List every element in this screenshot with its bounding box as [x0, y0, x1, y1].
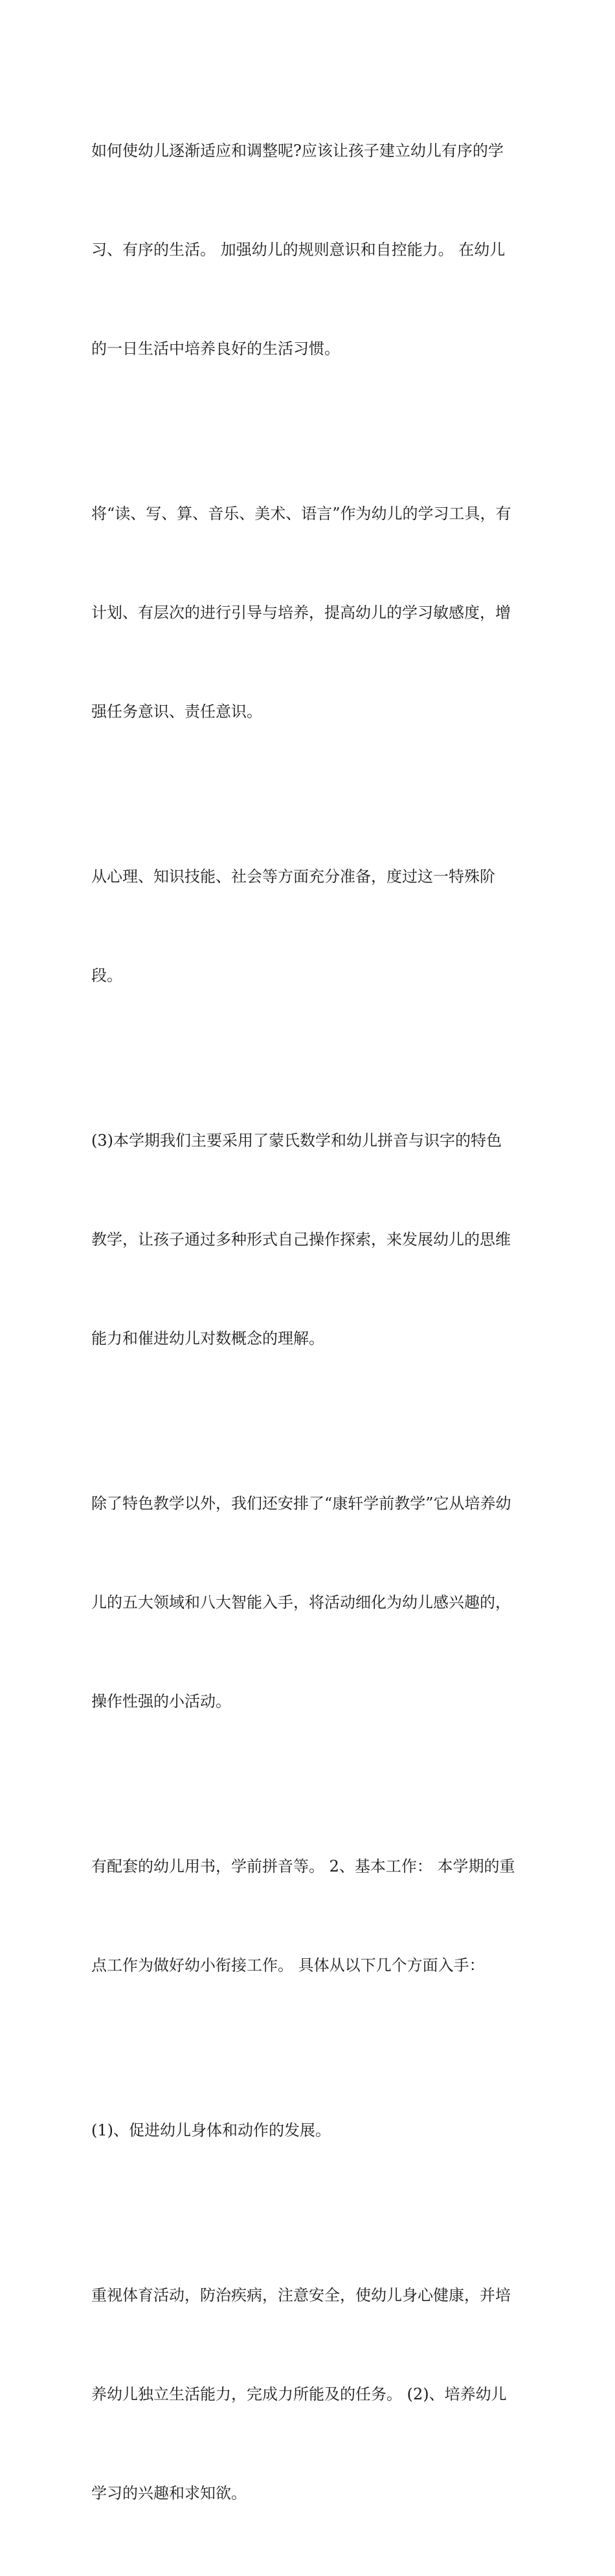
text-line: 学习的兴趣和求知欲。	[91, 2484, 247, 2502]
text-line: 养幼儿独立生活能力，完成力所能及的任务。 (2)、培养幼儿	[91, 2385, 507, 2403]
text-line: 有配套的幼儿用书，学前拼音等。 2、基本工作： 本学期的重	[91, 1857, 515, 1875]
paragraph-3	[91, 794, 528, 1058]
paragraph-6	[91, 1784, 528, 2048]
text-line: 段。	[91, 966, 122, 985]
paragraph-1	[91, 69, 528, 431]
paragraph-4	[91, 1058, 528, 1421]
text-line: 能力和催进幼儿对数概念的理解。	[91, 1329, 324, 1348]
text-line: 习、有序的生活。 加强幼儿的规则意识和自控能力。 在幼儿	[91, 241, 506, 259]
text-line: 教学，让孩子通过多种形式自己操作探索，来发展幼儿的思维	[91, 1230, 511, 1249]
text-line: 点工作为做好幼小衔接工作。 具体从以下几个方面入手：	[91, 1956, 485, 1974]
text-line: 操作性强的小活动。	[91, 1692, 231, 1710]
document-body	[91, 69, 528, 2576]
text-line: 儿的五大领域和八大智能入手，将活动细化为幼儿感兴趣的，	[91, 1593, 511, 1611]
paragraph-2	[91, 431, 528, 794]
text-line: 重视体育活动，防治疾病，注意安全，使幼儿身心健康，并培	[91, 2286, 511, 2304]
text-line: 的一日生活中培养良好的生活习惯。	[91, 340, 340, 358]
text-line: 除了特色教学以外，我们还安排了“康轩学前教学”它从培养幼	[91, 1494, 511, 1512]
paragraph-8	[91, 2213, 528, 2576]
text-line: (1)、促进幼儿身体和动作的发展。	[91, 2121, 331, 2139]
text-line: 如何使幼儿逐渐适应和调整呢?应该让孩子建立幼儿有序的学	[91, 142, 504, 160]
text-line: 计划、有层次的进行引导与培养，提高幼儿的学习敏感度，增	[91, 604, 511, 622]
text-line: (3)本学期我们主要采用了蒙氏数学和幼儿拼音与识字的特色	[91, 1131, 502, 1150]
text-line: 从心理、知识技能、社会等方面充分准备，度过这一特殊阶	[91, 868, 495, 886]
paragraph-5	[91, 1421, 528, 1784]
paragraph-7	[91, 2048, 528, 2213]
text-line: 将“读、写、算、音乐、美术、语言”作为幼儿的学习工具，有	[91, 505, 511, 523]
text-line: 强任务意识、责任意识。	[91, 703, 262, 721]
